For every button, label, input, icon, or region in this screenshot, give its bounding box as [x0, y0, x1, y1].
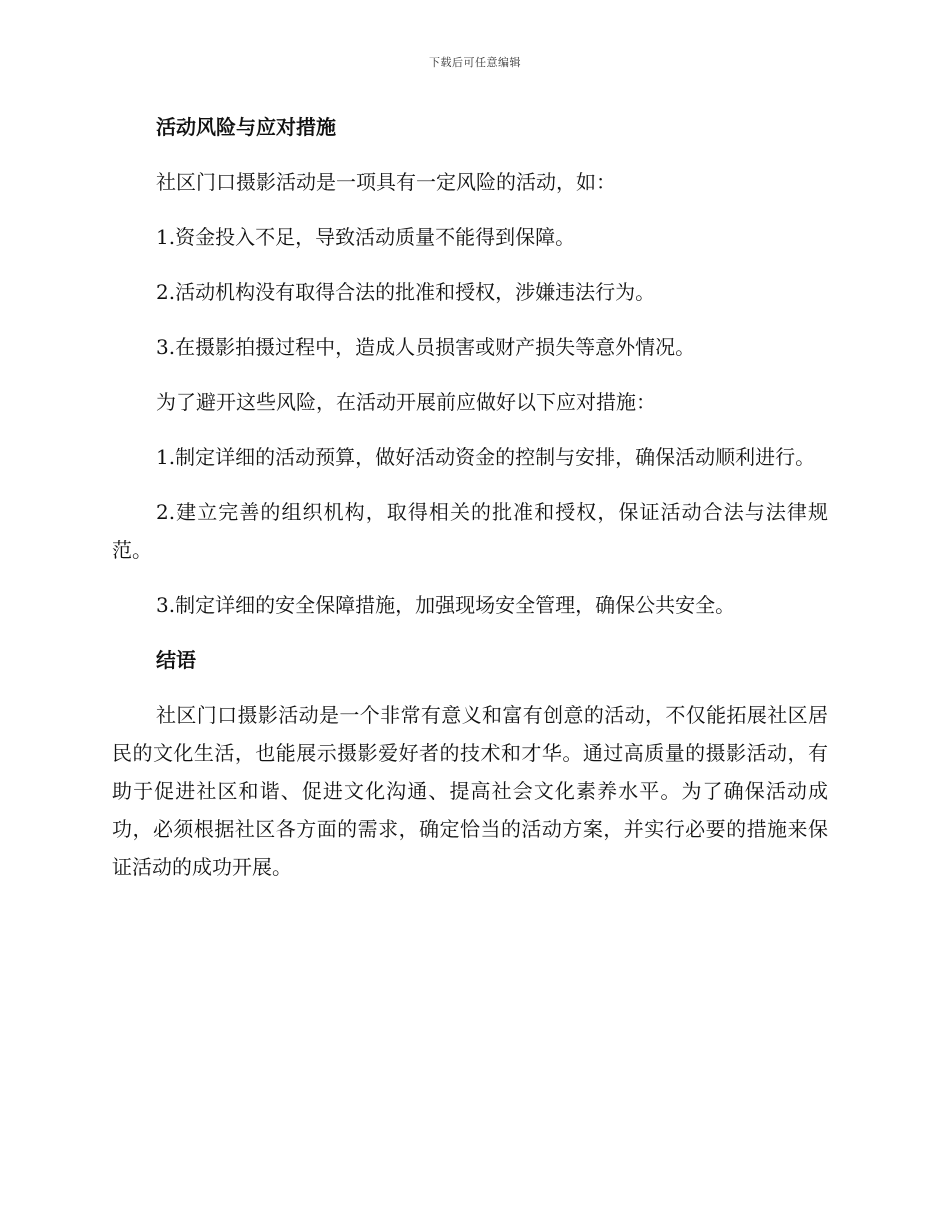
list-item: 1.制定详细的活动预算，做好活动资金的控制与安排，确保活动顺利进行。 — [156, 445, 816, 469]
list-item: 2.建立完善的组织机构，取得相关的批准和授权，保证活动合法与法律规范。 — [112, 500, 828, 562]
section-heading-risks: 活动风险与应对措施 — [156, 115, 336, 139]
list-item: 2.活动机构没有取得合法的批准和授权，涉嫌违法行为。 — [156, 280, 656, 304]
document-body — [112, 108, 828, 903]
page-header: 下载后可任意编辑 — [429, 56, 521, 69]
section-heading-conclusion: 结语 — [156, 648, 196, 672]
paragraph: 社区门口摄影活动是一项具有一定风险的活动，如： — [156, 170, 616, 194]
list-item: 1.资金投入不足，导致活动质量不能得到保障。 — [156, 225, 576, 249]
paragraph: 社区门口摄影活动是一个非常有意义和富有创意的活动，不仅能拓展社区居民的文化生活，也能展示摄影爱好者的技术和才华。通过高质量的摄影活动，有助于促进社区和谐、促进文化沟通、提高社会文化素养水平。为了确保活动成功，必须根据社区各方面的需求，确定恰当的活动方案，并实行必要的措施来保证活动的成功开展。 — [112, 703, 828, 879]
list-item: 3.制定详细的安全保障措施，加强现场安全管理，确保公共安全。 — [156, 593, 736, 617]
list-item: 3.在摄影拍摄过程中，造成人员损害或财产损失等意外情况。 — [156, 335, 696, 359]
paragraph: 为了避开这些风险，在活动开展前应做好以下应对措施： — [156, 390, 656, 414]
